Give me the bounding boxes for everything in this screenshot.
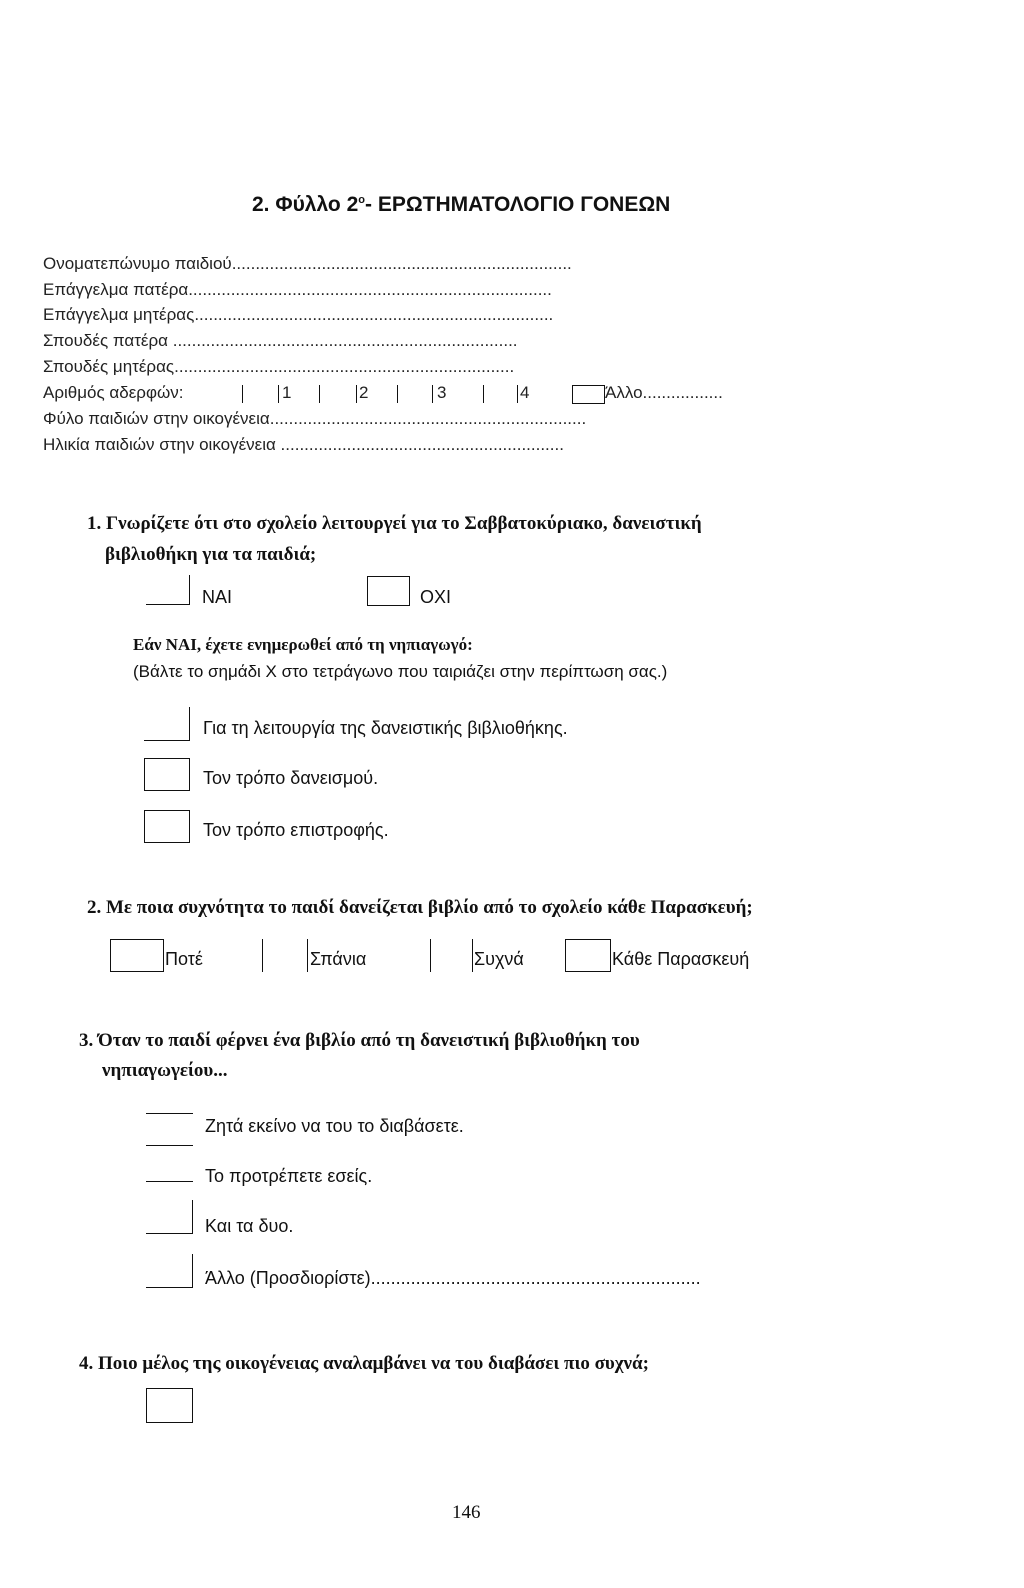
mother-job-field[interactable]: Επάγγελμα μητέρας............................................................................ — [43, 305, 554, 324]
father-studies-field[interactable]: Σπουδές πατέρα ......................................................................... — [43, 331, 518, 350]
siblings-checkbox-4[interactable] — [483, 385, 484, 403]
q1-yes-label: ΝΑΙ — [202, 587, 233, 607]
q2-never-checkbox[interactable] — [110, 939, 164, 972]
q3-option-2-line-top — [146, 1145, 193, 1146]
siblings-checkbox-1[interactable] — [242, 385, 243, 403]
title-suffix: - ΕΡΩΤΗΜΑΤΟΛΟΓΙΟ ΓΟΝΕΩΝ — [365, 193, 671, 216]
q1-followup: Εάν ΝΑΙ, έχετε ενημερωθεί από τη νηπιαγωγό: — [133, 635, 473, 654]
q3-option-3-checkbox[interactable] — [146, 1200, 193, 1234]
q2-every-friday-checkbox[interactable] — [565, 939, 611, 972]
mother-studies-field[interactable]: Σπουδές μητέρας........................................................................ — [43, 357, 515, 376]
page-title — [252, 193, 670, 217]
siblings-bar — [432, 385, 433, 403]
q2-text: 2. Με ποια συχνότητα το παιδί δανείζεται βιβλίο από το σχολείο κάθε Παρασκευή; — [87, 897, 753, 918]
q3-option-4-label: Άλλο (Προσδιορίστε).................................................................. — [205, 1268, 701, 1288]
q3-option-3-label: Και τα δυο. — [205, 1216, 294, 1236]
q3-text-line2: νηπιαγωγείου... — [102, 1060, 228, 1081]
siblings-bar — [356, 385, 357, 403]
siblings-option-other: Άλλο................. — [605, 383, 723, 402]
q2-never-label: Ποτέ — [165, 949, 203, 969]
siblings-checkbox-other[interactable] — [572, 385, 605, 404]
title-superscript: ο — [358, 194, 365, 206]
q2-often-checkbox[interactable] — [430, 939, 431, 972]
q2-rarely-label: Σπάνια — [310, 949, 367, 969]
q1-option-3-label: Τον τρόπο επιστροφής. — [203, 820, 389, 840]
q3-option-1-label: Ζητά εκείνο να του το διαβάσετε. — [205, 1116, 464, 1136]
q1-option-2-label: Τον τρόπο δανεισμού. — [203, 768, 379, 788]
q3-option-4-checkbox[interactable] — [146, 1254, 193, 1288]
children-age-field[interactable]: Ηλικία παιδιών στην οικογένεια ............................................................ — [43, 435, 564, 454]
q1-option-1-checkbox[interactable] — [144, 707, 190, 741]
q1-text-line1: 1. Γνωρίζετε ότι στο σχολείο λειτουργεί για το Σαββατοκύριακο, δανειστική — [87, 513, 702, 534]
siblings-bar — [517, 385, 518, 403]
q2-every-friday-label: Κάθε Παρασκευή — [612, 949, 750, 969]
q1-yes-checkbox[interactable] — [146, 575, 190, 605]
siblings-option-4: 4 — [520, 383, 530, 402]
q1-option-1-label: Για τη λειτουργία της δανειστικής βιβλιοθήκης. — [203, 718, 568, 738]
q1-no-label: ΟΧΙ — [420, 587, 452, 607]
q2-often-bar — [472, 939, 473, 972]
q3-text-line1: 3. Όταν το παιδί φέρνει ένα βιβλίο από τη δανειστική βιβλιοθήκη του — [79, 1030, 640, 1051]
child-name-field[interactable]: Ονοματεπώνυμο παιδιού........................................................................ — [43, 254, 572, 273]
q3-option-2-label: Το προτρέπετε εσείς. — [205, 1166, 373, 1186]
siblings-option-3: 3 — [437, 383, 447, 402]
siblings-checkbox-3[interactable] — [397, 385, 398, 403]
siblings-option-2: 2 — [359, 383, 369, 402]
title-prefix: 2. Φύλλο 2 — [252, 193, 359, 216]
q4-checkbox[interactable] — [146, 1388, 193, 1423]
page-number: 146 — [452, 1502, 481, 1523]
q1-no-checkbox[interactable] — [367, 576, 410, 606]
q2-rarely-bar — [307, 939, 308, 972]
q3-option-1-line[interactable] — [146, 1113, 193, 1114]
siblings-bar — [278, 385, 279, 403]
q3-option-2-line[interactable] — [146, 1181, 193, 1182]
siblings-option-1: 1 — [282, 383, 292, 402]
q2-often-label: Συχνά — [474, 949, 524, 969]
q1-instruction: (Βάλτε το σημάδι Χ στο τετράγωνο που ταιριάζει στην περίπτωση σας.) — [133, 662, 668, 681]
siblings-label: Αριθμός αδερφών: — [43, 383, 184, 402]
children-gender-field[interactable]: Φύλο παιδιών στην οικογένεια................................................................... — [43, 409, 587, 428]
q1-option-3-checkbox[interactable] — [144, 810, 190, 843]
q2-rarely-checkbox[interactable] — [262, 939, 263, 972]
q4-text: 4. Ποιο μέλος της οικογένειας αναλαμβάνει να του διαβάσει πιο συχνά; — [79, 1353, 649, 1374]
q1-option-2-checkbox[interactable] — [144, 758, 190, 791]
q1-text-line2: βιβλιοθήκη για τα παιδιά; — [105, 544, 317, 565]
father-job-field[interactable]: Επάγγελμα πατέρα............................................................................. — [43, 280, 552, 299]
siblings-checkbox-2[interactable] — [319, 385, 320, 403]
